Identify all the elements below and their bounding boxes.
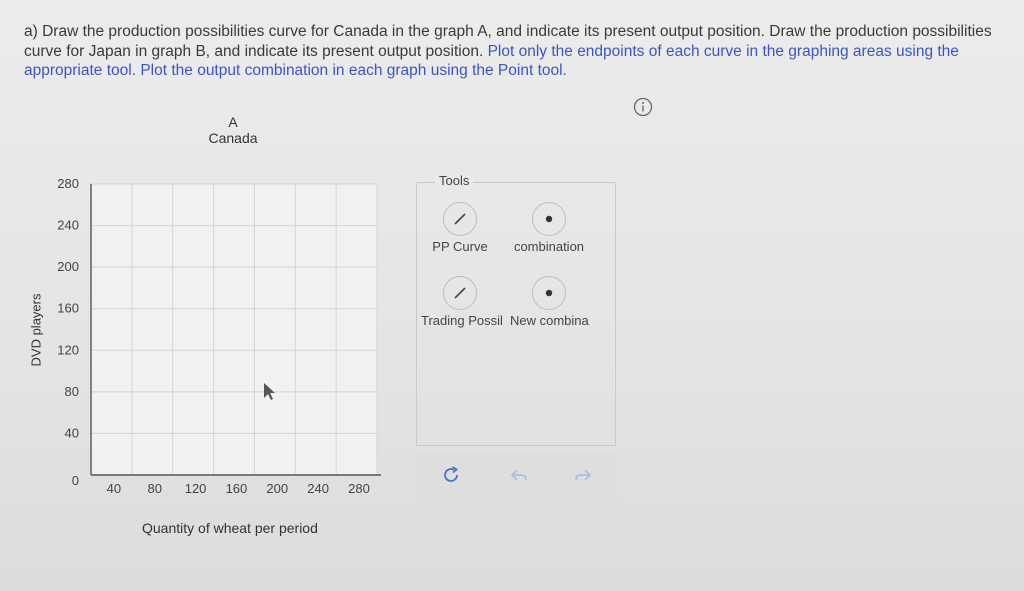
question-part2: Plot only the endpoints of each curve in the graphing areas using the appropriate tool. Plot the output combination in each graph using the Point tool. [24, 42, 959, 79]
graphing-area[interactable] [40, 170, 400, 500]
new-combination-label: New combina [510, 313, 589, 328]
x-ticks [107, 481, 370, 496]
question-part1: a) Draw the production possibilities curve for Canada in the graph A, and indicate its present output position. Draw the production possibilities curve for Japan in graph B, and indicate its present output position. [24, 23, 992, 60]
tools-title: Tools [435, 173, 473, 188]
new-combination-tool-button[interactable] [532, 276, 566, 310]
y-tick-label: 200 [57, 259, 79, 275]
y-ticks [57, 176, 79, 488]
y-tick-label: 40 [64, 425, 79, 441]
tools-panel [416, 173, 616, 446]
info-icon[interactable] [633, 97, 653, 117]
x-tick-label: 40 [106, 481, 122, 496]
graph-country: Canada [208, 130, 258, 146]
x-tick-label: 160 [225, 481, 248, 496]
x-tick-label: 240 [307, 481, 329, 496]
trading-possibilities-label: Trading Possil [421, 313, 503, 328]
redo-icon[interactable] [572, 464, 594, 486]
line-tool-icon [452, 285, 468, 301]
reset-icon[interactable] [440, 464, 462, 486]
undo-icon[interactable] [508, 464, 530, 486]
x-tick-label: 280 [348, 481, 370, 496]
y-tick-label: 80 [64, 383, 79, 399]
combination-tool-button[interactable] [532, 202, 566, 236]
graph-letter: A [228, 114, 238, 130]
y-tick-label: 160 [57, 300, 79, 316]
y-axis-label: DVD players [28, 293, 44, 367]
y-tick-label: 120 [57, 342, 79, 358]
combination-label: combination [513, 239, 585, 254]
pp-curve-tool-button[interactable] [443, 202, 477, 236]
question-text [24, 22, 1004, 81]
point-tool-icon [541, 211, 557, 227]
x-tick-label: 200 [266, 481, 289, 496]
x-tick-label: 80 [147, 481, 162, 496]
trading-possibilities-tool-button[interactable] [443, 276, 477, 310]
point-tool-icon [541, 285, 557, 301]
pp-curve-label: PP Curve [432, 239, 488, 254]
grid [91, 184, 381, 475]
y-tick-label: 280 [57, 176, 79, 191]
graph-title [200, 114, 266, 146]
y-tick-label: 240 [57, 217, 79, 233]
y-tick-label: 0 [71, 473, 79, 488]
x-tick-label: 120 [184, 481, 207, 496]
x-axis-label: Quantity of wheat per period [142, 520, 318, 536]
graph-controls [416, 452, 618, 498]
line-tool-icon [452, 211, 468, 227]
